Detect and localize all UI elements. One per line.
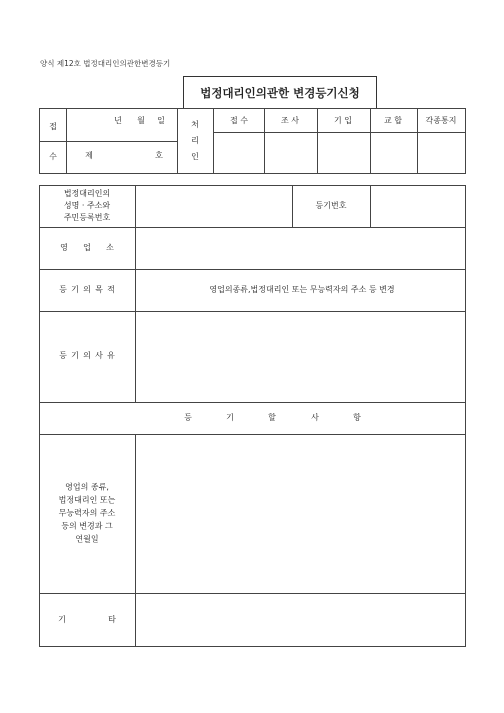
application-table	[39, 185, 466, 647]
purpose-value: 영업의종류,법정대리인 또는 무능력자의 주소 등 변경	[209, 285, 395, 294]
receipt-label-su: 수	[49, 152, 57, 161]
date-year: 년	[114, 116, 122, 125]
receipt-label-jeop: 접	[49, 122, 57, 131]
process-col-inspect: 조 사	[281, 116, 299, 125]
date-day: 일	[157, 116, 165, 125]
date-month: 월	[137, 116, 145, 125]
form-label: 양식 제12호 법정대리인의관한변경등기	[40, 59, 171, 68]
title-box	[183, 76, 377, 109]
process-col-notices: 각종통지	[425, 116, 457, 125]
number-je: 제	[85, 151, 93, 160]
agent-info-label: 법정대리인의 성명 · 주소와 주민등록번호	[63, 189, 111, 222]
process-col-entry: 기 입	[334, 116, 352, 125]
registration-number-label: 등기번호	[315, 201, 347, 210]
process-col-collate: 교 합	[384, 116, 402, 125]
changes-label: 영업의 종류, 법정대리인 또는 무능력자의 주소 등의 변경과 그 연월일	[58, 482, 116, 544]
number-ho: 호	[155, 151, 163, 160]
process-col-receipt: 접 수	[230, 116, 248, 125]
processing-label: 처 리 인	[191, 120, 199, 161]
page-title: 법정대리인의관한 변경등기신청	[200, 85, 360, 100]
